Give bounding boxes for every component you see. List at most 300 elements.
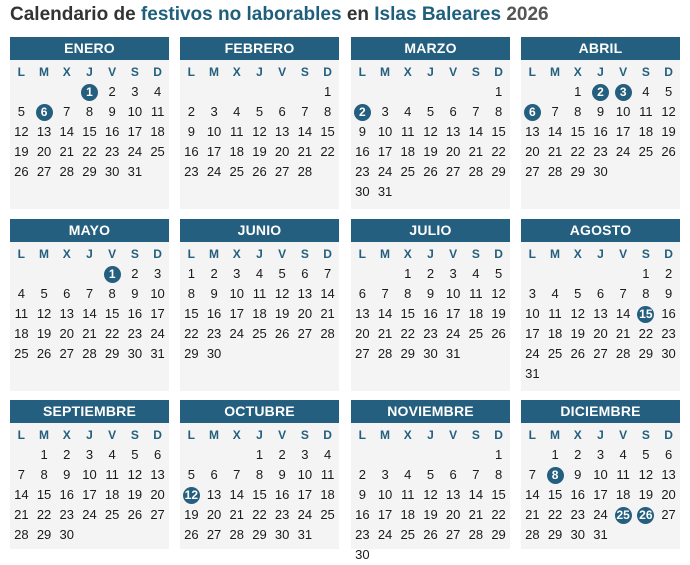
day-cell: 9 [426, 286, 435, 301]
day-cell: 21 [320, 306, 335, 321]
weekday-label: D [323, 247, 332, 261]
weekday-label: V [619, 247, 628, 261]
day-cell: 31 [525, 366, 540, 381]
weekday-label: M [550, 428, 561, 442]
day-cell: 7 [381, 286, 389, 301]
weekday-label: V [108, 247, 117, 261]
day-cell: 22 [570, 144, 585, 159]
empty-cell [521, 264, 544, 284]
day-cell: 5 [255, 104, 264, 119]
weekday-label: X [62, 65, 71, 79]
empty-cell [635, 364, 658, 384]
empty-cell [180, 82, 203, 102]
weekday-label: V [278, 428, 287, 442]
weekday-label: M [550, 65, 561, 79]
weekday-header [10, 244, 169, 264]
week-row [521, 445, 680, 465]
empty-cell [442, 445, 465, 465]
day-cell: 27 [206, 527, 222, 542]
day-cell: 15 [400, 306, 415, 321]
day-cell: 9 [187, 124, 195, 139]
day-cell: 16 [570, 487, 585, 502]
day-cell: 24 [297, 507, 313, 522]
day-cell: 10 [127, 104, 143, 119]
day-cell: 12 [661, 104, 676, 119]
day-cell: 17 [297, 487, 313, 502]
day-cell: 8 [85, 104, 94, 119]
day-cell: 7 [619, 286, 627, 301]
day-cell: 14 [320, 286, 335, 301]
day-cell: 26 [274, 326, 290, 341]
weekday-label: M [380, 428, 391, 442]
week-row [521, 324, 680, 344]
day-cell: 12 [14, 124, 29, 139]
week-row [10, 485, 169, 505]
day-cell: 12 [36, 306, 52, 321]
empty-cell [55, 82, 78, 102]
weekday-label: V [449, 247, 458, 261]
day-cell: 22 [104, 326, 120, 341]
day-cell: 14 [468, 124, 484, 139]
day-cell: 14 [82, 306, 97, 321]
day-cell: 22 [320, 144, 335, 159]
week-row [180, 264, 339, 284]
empty-cell [521, 445, 544, 465]
week-row [521, 344, 680, 364]
weekday-header [10, 62, 169, 82]
empty-cell [271, 82, 294, 102]
day-cell: 6 [63, 286, 71, 301]
day-cell: 20 [355, 326, 370, 341]
weekday-label: S [641, 247, 650, 261]
day-cell: 11 [548, 306, 562, 321]
empty-cell [612, 162, 635, 182]
week-row [521, 82, 680, 102]
day-cell: 3 [233, 266, 241, 281]
weekday-header [180, 425, 339, 445]
day-cell: 13 [297, 286, 313, 301]
day-cell: 29 [491, 527, 506, 542]
day-cell: 25 [104, 507, 120, 522]
week-row [10, 142, 169, 162]
day-cell: 13 [525, 124, 540, 139]
day-cell: 23 [127, 326, 143, 341]
weekday-label: D [664, 247, 673, 261]
month-name: SEPTIEMBRE [10, 400, 169, 423]
day-cell: 28 [229, 527, 244, 542]
title-part-1: Calendario de [10, 4, 141, 25]
day-cell: 5 [494, 266, 503, 281]
empty-cell [33, 82, 56, 102]
day-cell: 10 [297, 467, 313, 482]
day-cell: 21 [82, 326, 97, 341]
weekday-label: L [528, 247, 537, 261]
weekday-label: D [664, 428, 673, 442]
weekday-label: V [619, 428, 628, 442]
week-row [180, 465, 339, 485]
day-cell: 23 [274, 507, 290, 522]
week-row [180, 525, 339, 545]
day-cell: 21 [297, 144, 313, 159]
day-cell: 7 [528, 467, 536, 482]
weekday-label: S [130, 65, 139, 79]
day-cell: 22 [252, 507, 267, 522]
empty-cell [146, 162, 169, 182]
day-cell: 19 [274, 306, 290, 321]
empty-cell [487, 182, 510, 202]
empty-cell [10, 82, 33, 102]
day-cell: 22 [547, 507, 563, 522]
day-cell: 17 [445, 306, 461, 321]
week-row [10, 505, 169, 525]
weekday-label: M [39, 247, 50, 261]
weekday-label: J [597, 65, 604, 79]
empty-cell [589, 364, 612, 384]
day-cell: 24 [377, 527, 393, 542]
day-cell: 26 [423, 527, 438, 542]
day-cell: 31 [127, 164, 143, 179]
day-cell: 20 [593, 326, 608, 341]
day-cell: 2 [574, 447, 582, 462]
day-cell: 20 [525, 144, 540, 159]
day-cell: 18 [400, 144, 415, 159]
weekday-label: L [17, 247, 26, 261]
day-cell: 17 [127, 124, 143, 139]
day-cell: 4 [642, 84, 650, 99]
day-cell: 3 [381, 467, 389, 482]
day-cell: 27 [36, 164, 52, 179]
day-cell: 29 [400, 346, 415, 361]
week-row [351, 304, 510, 324]
day-cell: 5 [426, 104, 435, 119]
week-row [521, 122, 680, 142]
weekday-label: S [300, 247, 309, 261]
day-cell: 19 [36, 326, 52, 341]
weekday-label: D [323, 65, 332, 79]
day-cell: 2 [278, 447, 286, 462]
day-cell: 13 [445, 487, 461, 502]
week-row [521, 525, 680, 545]
holiday-day: 2 [351, 102, 374, 122]
day-cell: 25 [14, 346, 29, 361]
day-cell: 17 [377, 144, 393, 159]
week-row [521, 304, 680, 324]
empty-cell [203, 82, 226, 102]
day-cell: 15 [36, 487, 52, 502]
day-cell: 24 [82, 507, 97, 522]
weekday-label: J [86, 428, 93, 442]
week-row [180, 142, 339, 162]
day-cell: 23 [355, 164, 370, 179]
empty-cell [657, 162, 680, 182]
weekday-label: V [108, 428, 117, 442]
day-cell: 21 [377, 326, 393, 341]
weekday-label: M [209, 428, 220, 442]
month-name: ENERO [10, 37, 169, 60]
day-cell: 23 [593, 144, 608, 159]
day-cell: 2 [210, 266, 218, 281]
day-cell: 28 [615, 346, 631, 361]
day-cell: 29 [252, 527, 267, 542]
empty-cell [612, 525, 635, 545]
day-cell: 1 [323, 84, 332, 99]
day-cell: 2 [664, 266, 673, 281]
day-cell: 9 [358, 124, 366, 139]
week-row [351, 344, 510, 364]
day-cell: 5 [642, 447, 650, 462]
day-cell: 10 [593, 467, 608, 482]
day-cell: 24 [127, 144, 143, 159]
title-highlight-holidays: festivos no laborables [140, 4, 342, 25]
weekday-label: D [153, 65, 162, 79]
day-cell: 30 [59, 527, 74, 542]
day-cell: 27 [661, 507, 676, 522]
day-cell: 26 [570, 346, 585, 361]
day-cell: 30 [593, 164, 608, 179]
day-cell: 18 [468, 306, 484, 321]
day-cell: 12 [491, 286, 506, 301]
day-cell: 1 [255, 447, 264, 462]
day-cell: 16 [274, 487, 290, 502]
day-cell: 30 [104, 164, 120, 179]
empty-cell [396, 182, 419, 202]
day-cell: 28 [59, 164, 74, 179]
empty-cell [442, 182, 465, 202]
holiday-day: 25 [616, 508, 630, 522]
weekday-label: X [62, 428, 71, 442]
day-cell: 2 [358, 467, 366, 482]
day-cell: 4 [323, 447, 332, 462]
day-cell: 5 [187, 467, 195, 482]
day-cell: 6 [210, 467, 218, 482]
day-cell: 29 [547, 527, 563, 542]
week-row [351, 324, 510, 344]
day-cell: 26 [491, 326, 506, 341]
weekday-header [521, 62, 680, 82]
day-cell: 3 [449, 266, 457, 281]
week-row [351, 465, 510, 485]
week-row [351, 545, 510, 565]
day-cell: 30 [423, 346, 438, 361]
day-cell: 6 [278, 104, 286, 119]
day-cell: 10 [82, 467, 97, 482]
day-cell: 21 [59, 144, 74, 159]
day-cell: 28 [14, 527, 29, 542]
day-cell: 2 [108, 84, 116, 99]
day-cell: 19 [423, 507, 438, 522]
day-cell: 5 [131, 447, 139, 462]
holiday-day: 1 [78, 82, 101, 102]
weekday-label: L [528, 428, 537, 442]
weekday-label: M [550, 247, 561, 261]
day-cell: 8 [255, 467, 264, 482]
month-marzo [351, 37, 510, 209]
day-cell: 25 [229, 164, 244, 179]
week-row [351, 82, 510, 102]
day-cell: 11 [639, 104, 653, 119]
weekday-label: J [256, 247, 263, 261]
weekday-label: D [494, 247, 503, 261]
day-cell: 1 [187, 266, 195, 281]
weekday-label: V [108, 65, 117, 79]
weekday-label: X [232, 65, 241, 79]
day-cell: 26 [661, 144, 676, 159]
day-cell: 14 [14, 487, 29, 502]
empty-cell [465, 182, 488, 202]
day-cell: 17 [206, 144, 222, 159]
day-cell: 17 [615, 124, 631, 139]
weekday-label: L [17, 65, 26, 79]
day-cell: 20 [274, 144, 290, 159]
day-cell: 13 [445, 124, 461, 139]
day-cell: 17 [593, 487, 608, 502]
day-cell: 6 [596, 286, 605, 301]
week-row [521, 162, 680, 182]
weekday-label: L [358, 428, 367, 442]
day-cell: 21 [468, 507, 484, 522]
day-cell: 28 [525, 527, 540, 542]
day-cell: 19 [184, 507, 199, 522]
empty-cell [351, 445, 374, 465]
day-cell: 26 [252, 164, 267, 179]
weekday-label: M [39, 65, 50, 79]
day-cell: 10 [377, 124, 393, 139]
month-septiembre [10, 400, 169, 549]
weekday-label: S [471, 65, 480, 79]
day-cell: 10 [615, 104, 631, 119]
month-name: MARZO [351, 37, 510, 60]
week-row [180, 445, 339, 465]
empty-cell [316, 344, 339, 364]
weekday-label: X [232, 247, 241, 261]
empty-cell [566, 264, 589, 284]
day-cell: 28 [297, 164, 313, 179]
holiday-day: 12 [184, 488, 199, 502]
month-name: JUNIO [180, 219, 339, 242]
day-cell: 1 [551, 447, 559, 462]
holiday-day: 26 [639, 508, 653, 522]
day-cell: 30 [570, 527, 585, 542]
empty-cell [612, 364, 635, 384]
day-cell: 11 [616, 467, 630, 482]
day-cell: 5 [278, 266, 286, 281]
empty-cell [396, 545, 419, 565]
month-name: NOVIEMBRE [351, 400, 510, 423]
empty-cell [544, 264, 567, 284]
day-cell: 12 [127, 467, 143, 482]
week-row [521, 485, 680, 505]
empty-cell [419, 82, 442, 102]
week-row [351, 525, 510, 545]
day-cell: 8 [404, 286, 412, 301]
empty-cell [544, 82, 567, 102]
day-cell: 10 [206, 124, 222, 139]
week-row [10, 102, 169, 122]
day-cell: 23 [355, 527, 370, 542]
day-cell: 1 [404, 266, 412, 281]
day-cell: 2 [131, 266, 139, 281]
day-cell: 21 [615, 326, 631, 341]
day-cell: 28 [82, 346, 97, 361]
day-cell: 4 [255, 266, 264, 281]
day-cell: 12 [638, 467, 654, 482]
day-cell: 19 [638, 487, 654, 502]
day-cell: 23 [570, 507, 585, 522]
day-cell: 23 [184, 164, 199, 179]
weekday-label: S [300, 428, 309, 442]
weekday-label: X [403, 428, 412, 442]
holiday-day: 2 [589, 82, 612, 102]
weekday-label: S [641, 428, 650, 442]
weekday-label: M [209, 65, 220, 79]
day-cell: 17 [150, 306, 165, 321]
day-cell: 4 [233, 104, 241, 119]
day-cell: 11 [150, 104, 165, 119]
day-cell: 8 [40, 467, 48, 482]
day-cell: 30 [206, 346, 222, 361]
day-cell: 7 [85, 286, 94, 301]
day-cell: 14 [229, 487, 244, 502]
weekday-label: L [187, 428, 196, 442]
day-cell: 10 [377, 487, 393, 502]
day-cell: 8 [108, 286, 116, 301]
week-row [10, 162, 169, 182]
day-cell: 18 [638, 124, 654, 139]
day-cell: 9 [108, 104, 116, 119]
day-cell: 7 [233, 467, 241, 482]
day-cell: 24 [593, 507, 608, 522]
empty-cell [271, 344, 294, 364]
weekday-label: L [187, 247, 196, 261]
day-cell: 26 [36, 346, 52, 361]
weekday-label: D [323, 428, 332, 442]
weekday-label: D [664, 65, 673, 79]
day-cell: 10 [525, 306, 540, 321]
weekday-label: L [358, 65, 367, 79]
day-cell: 18 [320, 487, 335, 502]
day-cell: 16 [355, 507, 370, 522]
week-row [521, 364, 680, 384]
day-cell: 10 [150, 286, 165, 301]
day-cell: 21 [547, 144, 563, 159]
day-cell: 20 [59, 326, 74, 341]
day-cell: 11 [230, 124, 244, 139]
day-cell: 5 [17, 104, 25, 119]
day-cell: 15 [491, 124, 506, 139]
week-row [351, 485, 510, 505]
weekday-label: X [573, 65, 582, 79]
day-cell: 25 [400, 527, 415, 542]
day-cell: 27 [445, 164, 461, 179]
day-cell: 17 [82, 487, 97, 502]
weekday-label: X [62, 247, 71, 261]
day-cell: 13 [355, 306, 370, 321]
weekday-header [521, 244, 680, 264]
empty-cell [225, 344, 248, 364]
day-cell: 18 [104, 487, 120, 502]
day-cell: 23 [661, 326, 676, 341]
empty-cell [544, 364, 567, 384]
week-row [351, 445, 510, 465]
day-cell: 27 [274, 164, 290, 179]
week-row [180, 82, 339, 102]
empty-cell [487, 545, 510, 565]
day-cell: 15 [184, 306, 199, 321]
day-cell: 19 [127, 487, 143, 502]
month-febrero [180, 37, 339, 209]
day-cell: 4 [108, 447, 116, 462]
day-cell: 18 [229, 144, 244, 159]
